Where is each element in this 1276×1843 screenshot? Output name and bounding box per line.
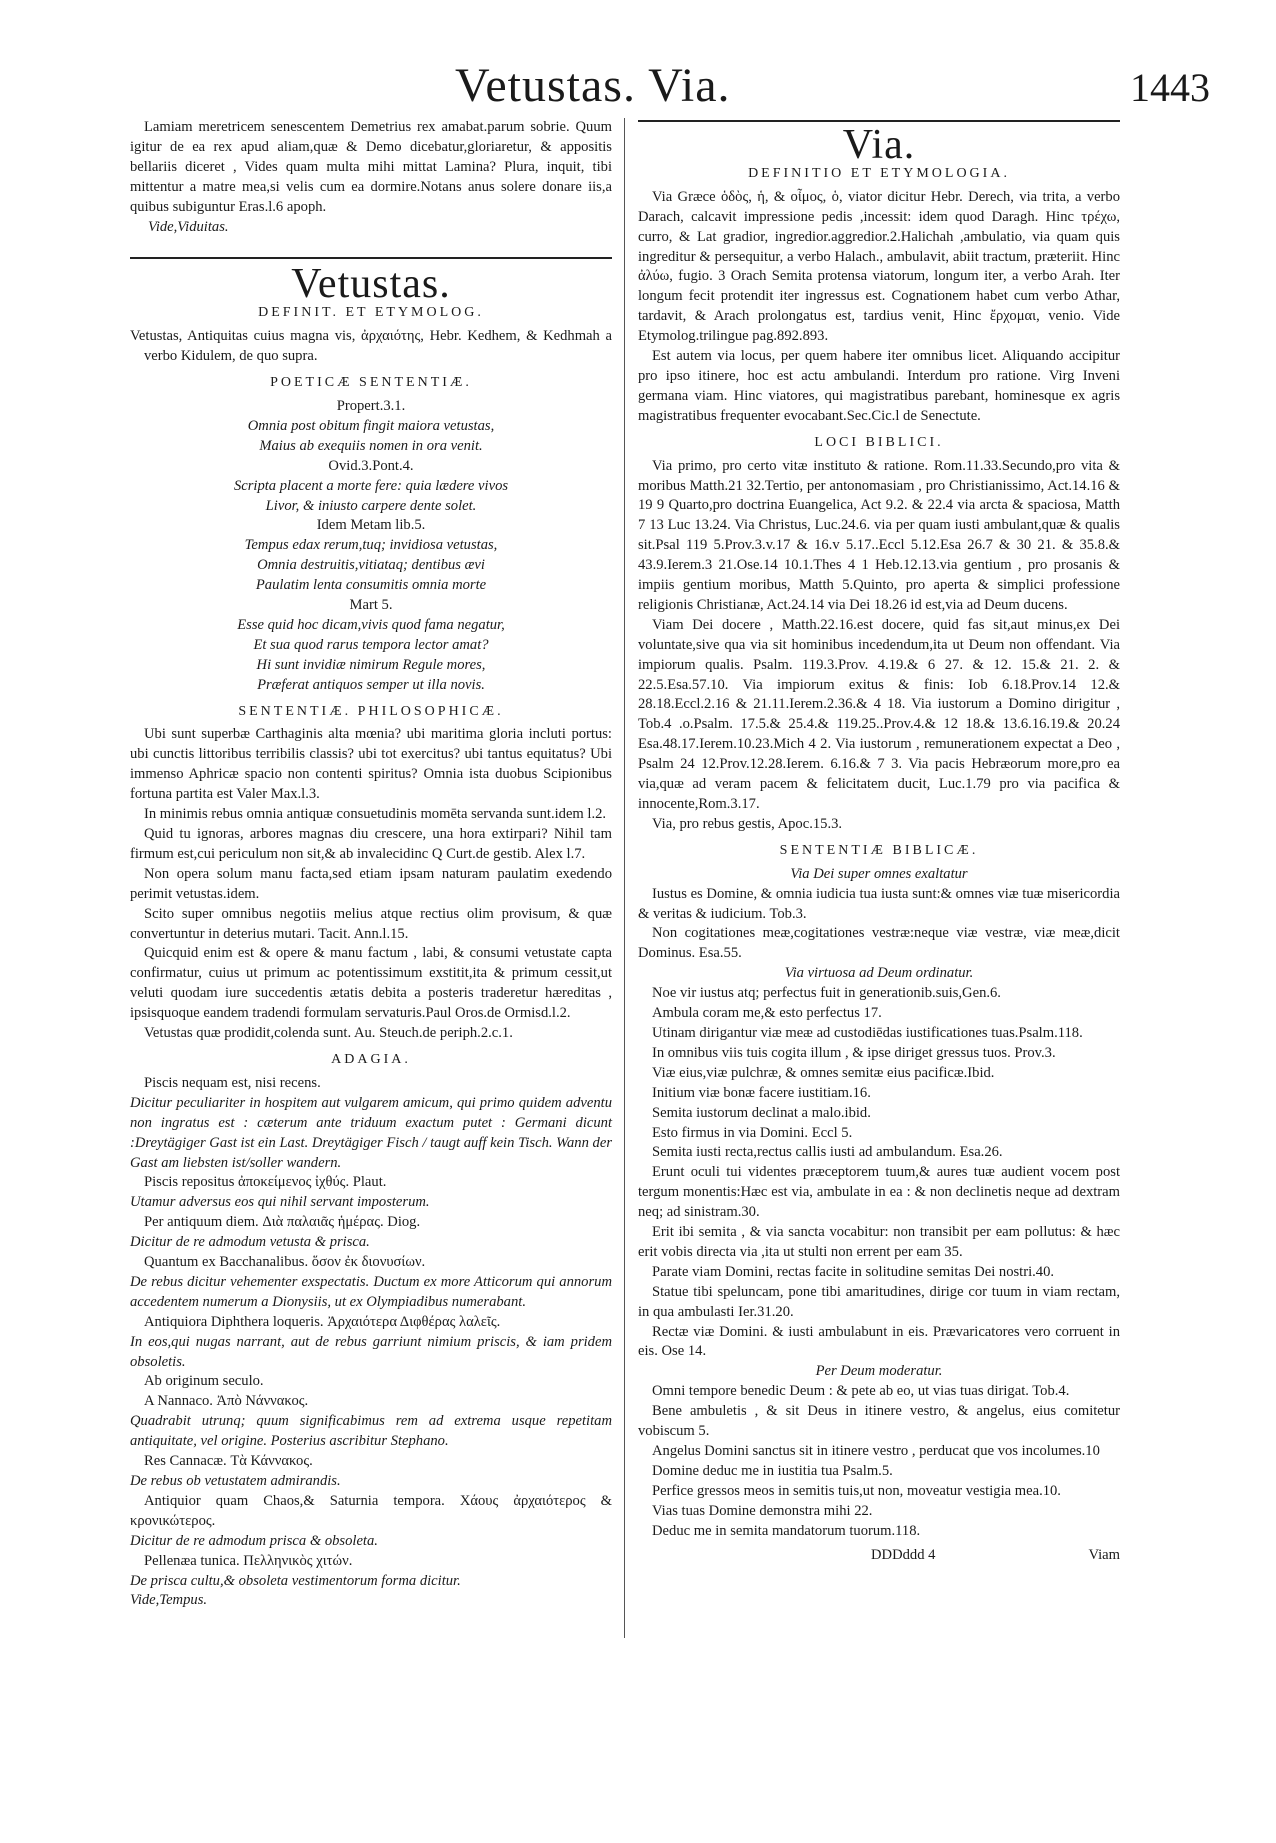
philosophic-paragraph: Quid tu ignoras, arbores magnas diu crescere, una hora extirpari? Nihil tam firmum est,cui periculum non sit,& ab invalecidinc Q Curt.de gestib. Alex l.7. xyxy=(130,826,612,862)
catchword: Viam xyxy=(1088,1546,1120,1563)
adage-line: A Nannaco. Ἀπὸ Νάννακος. xyxy=(144,1393,309,1410)
philosophic-paragraph: Quicquid enim est & opere & manu factum , labi, & consumi vetustate capta confirmatur, cuius ut primum ac potentissimum exstitit,ita & primum cessit,ut veluti quodam iure succedentis ætatis debita a posteris traderetur hæreditas , ipsisquoque eandem tradendi formulam servaturis.Paul Oros.de Ormisd.l.2. xyxy=(130,945,612,1022)
adage-line: Piscis repositus ἀποκείμενος ἰχθύς. Plaut. xyxy=(144,1174,387,1191)
section-divider xyxy=(130,257,612,259)
biblical-sentence: In omnibus viis tuis cogita illum , & ipse diriget gressus tuos. Prov.3. xyxy=(652,1044,1056,1061)
biblical-sentence: Angelus Domini sanctus sit in itinere vestro , perducat que vos incolumes.10 xyxy=(652,1443,1100,1459)
left-intro xyxy=(130,118,612,218)
adage-line: Pellenæa tunica. Πελληνικὸς χιτών. xyxy=(144,1552,353,1569)
definitio-paragraph: Est autem via locus, per quem habere iter omnibus licet. Aliquando accipitur pro ipso itinere, hoc est actu ambulandi. Interdum pro ratione. Virg Inveni germana viam. Hinc viatores, qui magistratibus parebant, hominesque ex agris magistratibus frequenter evocabant.Sec.Cic.l de Senectute. xyxy=(638,348,1120,424)
biblical-sentence: Domine deduc me in iustitia tua Psalm.5. xyxy=(652,1462,893,1479)
poetic-line: Et sua quod rarus tempora lector amat? xyxy=(253,636,489,653)
biblical-sentence: Ambula coram me,& esto perfectus 17. xyxy=(652,1005,882,1022)
adage-line: Antiquior quam Chaos,& Saturnia tempora. Χάους ἀρχαιότερος & κρονικώτερος. xyxy=(130,1492,612,1529)
section-heading-loci-biblici: LOCI BIBLICI. xyxy=(814,434,944,450)
signature-mark: DDDddd 4 xyxy=(870,1546,936,1563)
loci-biblici-text xyxy=(638,457,1120,835)
biblical-sentence: Deduc me in semita mandatorum tuorum.118. xyxy=(652,1522,921,1539)
catchline xyxy=(638,1546,1120,1566)
adage-line: Ab originum seculo. xyxy=(144,1373,264,1390)
poetic-line: Esse quid hoc dicam,vivis quod fama negatur, xyxy=(237,616,505,633)
biblical-sentence: Via virtuosa ad Deum ordinatur. xyxy=(784,965,974,982)
adage-line: Piscis nequam est, nisi recens. xyxy=(144,1074,321,1091)
adage-line: Dicitur peculiariter in hospitem aut vulgarem amicum, qui primo quidem adventu non ingratus est : cæterum ante triduum exactum putet : Germani dicunt :Dreytägiger Gast ist ein Last. Dreytägiger Fisch / taugt auff kein Tisch. Wann der Gast am liebsten ist/soller wandern. xyxy=(130,1094,612,1171)
definition-text: Vetustas, Antiquitas cuius magna vis, ἀρχαιότης, Hebr. Kedhem, & Kedhmah a verbo Kidulem, de quo supra. xyxy=(130,328,612,365)
poetic-line: Idem Metam lib.5. xyxy=(316,517,426,534)
biblical-sentence: Utinam dirigantur viæ meæ ad custodiēdas iustificationes tuas.Psalm.118. xyxy=(652,1024,1083,1041)
biblical-sentence: Semita iustorum declinat a malo.ibid. xyxy=(652,1104,871,1121)
column-rule xyxy=(624,118,625,1638)
adage-line: Vide,Tempus. xyxy=(130,1592,208,1609)
adage-line: Antiquiora Diphthera loqueris. Ἀρχαιότερα Διφθέρας λαλεῖς. xyxy=(144,1313,501,1330)
biblical-sentence: Parate viam Domini, rectas facite in solitudine semitas Dei nostri.40. xyxy=(652,1263,1055,1280)
biblical-sentence: Bene ambuletis , & sit Deus in itinere vestro, & angelus, eius comitetur vobiscum 5. xyxy=(638,1403,1120,1440)
definitio-paragraph: Via Græce ὁδὸς, ἡ, & οἶμος, ὁ, viator dicitur Hebr. Derech, via trita, a verbo Darach, calcavit impressione pedis ,incessit: idem quod Daragh. Hinc τρέχω, curro, & Lat gradior, ingredior.aggredior.2.Halichah ,ambulatio, via quam quis ingreditur & persequitur, a verbo Halach., ambulavit, abiit tractum, præteriit. Hinc ἀλύω, fugio. 3 Orach Semita protensa viatorum, longum iter, a verbo Arah. Iter longum fecit protendit iter ingressus est. Cognationem habet cum verbo Athar, tardavit, & Arach prolongatus est, tardius venit, Hinc ἔρχομαι, venio. Vide Etymolog.trilingue pag.892.893. xyxy=(638,188,1120,345)
running-head xyxy=(0,58,1276,118)
poetic-line: Ovid.3.Pont.4. xyxy=(328,457,414,474)
adage-line: Dicitur de re admodum vetusta & prisca. xyxy=(130,1234,370,1251)
biblical-sentence: Erit ibi semita , & via sancta vocabitur: non transibit per eam pollutus: & hæc erit vobis directa via ,ita ut stulti non errent per eam 35. xyxy=(638,1224,1120,1260)
biblical-sentence: Non cogitationes meæ,cogitationes vestræ:neque viæ vestræ, viæ meæ,dicit Dominus. Esa.55. xyxy=(638,925,1120,962)
biblical-sentence: Esto firmus in via Domini. Eccl 5. xyxy=(652,1124,853,1141)
entry-title-via: Via. xyxy=(842,122,916,168)
adage-line: Quantum ex Bacchanalibus. ὅσον ἐκ διονυσίων. xyxy=(144,1254,426,1271)
adage-line: Utamur adversus eos qui nihil servant imposterum. xyxy=(130,1194,430,1211)
philosophic-paragraph: Scito super omnibus negotiis melius atque rectius olim provisum, & quæ convertuntur in deterius mutari. Tacit. Ann.l.15. xyxy=(130,905,612,942)
adage-line: Quadrabit utrunq; quum significabimus rem ad extrema usque repetitam antiquitate, vel origine. Posterius ascribitur Stephano. xyxy=(130,1413,612,1450)
section-heading-definition: DEFINIT. ET ETYMOLOG. xyxy=(258,305,484,321)
section-heading-definitio: DEFINITIO ET ETYMOLOGIA. xyxy=(748,165,1010,181)
poetic-line: Livor, & iniusto carpere dente solet. xyxy=(265,497,477,514)
biblical-sentence: Erunt oculi tui videntes præceptorem tuum,& aures tuæ audient vocem post tergum monentis:Hæc est via, ambulate in ea : & non declinetis neque ad dextram neq; ad sinistram.30. xyxy=(638,1164,1120,1221)
adagia-list xyxy=(130,1074,612,1611)
adage-line: Dicitur de re admodum prisca & obsoleta. xyxy=(130,1532,378,1549)
intro-paragraph: Lamiam meretricem senescentem Demetrius rex amabat.parum sobrie. Quum igitur de ea rex apud aliam,quæ & Demo dicebatur,gloriaretur, & appositis bellariis diceret , Vides quam multa mihi mittat Lamina? Plura, inquit, tibi mittentur a matre mea,si velis cum ea dormire.Notans anus solere donare iis,a quibus subiguntur Eras.l.6 apoph. xyxy=(130,119,612,215)
philosophic-sentences xyxy=(130,725,612,1044)
philosophic-paragraph: Non opera solum manu facta,sed etiam ipsam naturam paulatim exedendo perimit vetustas.idem. xyxy=(130,865,612,902)
philosophic-paragraph: In minimis rebus omnia antiquæ consuetudinis momēta servanda sunt.idem l.2. xyxy=(144,806,607,823)
section-heading-adagia: ADAGIA. xyxy=(331,1051,411,1067)
biblical-sentence: Viæ eius,viæ pulchræ, & omnes semitæ eius pacificæ.Ibid. xyxy=(652,1064,995,1081)
poetic-sentences xyxy=(130,397,612,696)
adage-line: Res Cannacæ. Τὰ Κάννακος. xyxy=(144,1453,313,1470)
adage-line: In eos,qui nugas narrant, aut de rebus garriunt nimium priscis, & iam pridem obsoletis. xyxy=(130,1333,612,1370)
see-also-note: Vide,Viduitas. xyxy=(148,218,229,235)
adage-line: Per antiquum diem. Διὰ παλαιᾶς ἡμέρας. Diog. xyxy=(144,1214,421,1231)
philosophic-paragraph: Vetustas quæ prodidit,colenda sunt. Au. Steuch.de periph.2.c.1. xyxy=(144,1025,513,1042)
section-heading-philosophic: SENTENTIÆ. PHILOSOPHICÆ. xyxy=(238,703,504,719)
biblical-sentence: Per Deum moderatur. xyxy=(815,1363,943,1380)
poetic-line: Omnia destruitis,vitiataq; dentibus ævi xyxy=(257,557,485,574)
adage-line: De rebus ob vetustatem admirandis. xyxy=(130,1473,341,1489)
poetic-line: Hi sunt invidiæ nimirum Regule mores, xyxy=(256,656,486,673)
biblical-sentence: Via Dei super omnes exaltatur xyxy=(790,865,968,882)
biblici-paragraph: Via, pro rebus gestis, Apoc.15.3. xyxy=(652,815,843,832)
biblical-sentence: Iustus es Domine, & omnia iudicia tua iusta sunt:& omnes viæ tuæ misericordia & veritas & iudicium. Tob.3. xyxy=(638,885,1120,922)
biblical-sentence: Omni tempore benedic Deum : & pete ab eo, ut vias tuas dirigat. Tob.4. xyxy=(652,1383,1070,1400)
sententiae-biblicae-list xyxy=(638,865,1120,1542)
poetic-line: Paulatim lenta consumitis omnia morte xyxy=(255,577,487,594)
biblici-paragraph: Via primo, pro certo vitæ instituto & ratione. Rom.11.33.Secundo,pro vita & moribus Matth.21 32.Tertio, per antonomasiam , pro Christianissimo, Act.14.16 & 19 9 Quarto,pro doctrina Euangelica, Act 9.2. & 22.4 via arcta & spaciosa, Matth 7 13 Luc 13.24. Via Christus, Luc.24.6. via per quam iusti ambulant,quæ & qualis sit.Psal 119 5.Prov.3.v.17 & 16.v 5.17..Eccl 5.12.Esa 26.7 & 30 21. & 35.8.& 43.9.Ierem.3 21.Ose.14 10.1.Thes 4 1 Heb.12.13.via gentium , pro prosanis & impiis gentium moribus, Matth 5.Quinto, pro aperta & simplici professione religionis Christianæ, Act.24.14 via Dei 18.26 id est,via ad Deum ducens. xyxy=(638,457,1120,613)
biblici-paragraph: Viam Dei docere , Matth.22.16.est docere, quid fas sit,aut minus,ex Dei voluntate,sive qua via sit hominibus incedendum,ita ut Deum non offendant. Via impiorum qualis. Psalm. 119.3.Prov. 4.19.& 6 27. & 12. 15.& 21. 2. & 22.5.Esa.57.10. Via impiorum exitus & finis: Iob 6.18.Prov.14 12.& 28.18.Eccl.2.16 & 21.11.Ierem.2.36.& 4 18. Via iustorum a Domino dirigitur , Tob.4 .o.Psalm. 17.5.& 25.4.& 119.25..Prov.4.& 12 18.& 13.6.16.19.& 20.24 Esa.48.17.Ierem.10.23.Mich 4 2. Via iustorum , remunerationem expectat a Deo , Psalm 24 12.Prov.12.28.Ierem. 6.16.& 7 3. Via pacis Hebræorum more,pro ea via,quæ ad veram pacem & felicitatem ducit, Luc.1.79 pro via pacifica & innocente,Rom.3.17. xyxy=(638,616,1120,812)
poetic-line: Omnia post obitum fingit maiora vetustas, xyxy=(247,417,495,434)
biblical-sentence: Initium viæ bonæ facere iustitiam.16. xyxy=(652,1084,871,1101)
biblical-sentence: Rectæ viæ Domini. & iusti ambulabunt in eis. Prævaricatores vero corruent in eis. Ose 14. xyxy=(638,1323,1120,1360)
page-number: 1443 xyxy=(1130,65,1210,110)
poetic-line: Maius ab exequiis nomen in ora venit. xyxy=(259,437,483,454)
biblical-sentence: Statue tibi speluncam, pone tibi amaritudines, dirige cor tuum in viam rectam, in qua ambulasti Ier.31.20. xyxy=(638,1283,1120,1320)
section-heading-sententiae-biblicae: SENTENTIÆ BIBLICÆ. xyxy=(779,842,979,858)
right-column xyxy=(638,118,1120,1565)
biblical-sentence: Noe vir iustus atq; perfectus fuit in generationib.suis,Gen.6. xyxy=(652,985,1001,1002)
philosophic-paragraph: Ubi sunt superbæ Carthaginis alta mœnia? ubi maritima gloria incluti portus: ubi cunctis littoribus terribilis classis? ubi tot exercitus? ubi tantus equitatus? Ubi immenso Aphricæ spacio non contenti spiritus? Omnia ista duobus Scipionibus fortuna partita est Valer Max.l.3. xyxy=(130,726,612,803)
poetic-line: Tempus edax rerum,tuq; invidiosa vetustas, xyxy=(244,537,498,554)
adage-line: De prisca cultu,& obsoleta vestimentorum forma dicitur. xyxy=(130,1572,461,1589)
biblical-sentence: Semita iusti recta,rectus callis iusti ad ambulandum. Esa.26. xyxy=(652,1144,1003,1161)
adage-line: De rebus dicitur vehementer exspectatis. Ductum ex more Atticorum qui annorum accedentem numerum a Dionysiis, ut ex Olympiadibus numerabant. xyxy=(130,1273,612,1310)
definitio-text xyxy=(638,188,1120,427)
poetic-line: Præferat antiquos semper ut illa novis. xyxy=(257,676,485,693)
entry-title-vetustas: Vetustas. xyxy=(291,261,451,308)
biblical-sentence: Perfice gressos meos in semitis tuis,ut non, moveatur vestigia mea.10. xyxy=(652,1482,1061,1499)
section-heading-poetic: POETICÆ SENTENTIÆ. xyxy=(270,375,472,391)
running-title: Vetustas. Via. xyxy=(455,59,731,112)
poetic-line: Propert.3.1. xyxy=(336,397,406,414)
poetic-line: Scripta placent a morte fere: quia lædere vivos xyxy=(233,477,509,494)
left-column xyxy=(130,118,612,1611)
poetic-line: Mart 5. xyxy=(349,597,393,614)
biblical-sentence: Vias tuas Domine demonstra mihi 22. xyxy=(652,1502,873,1519)
